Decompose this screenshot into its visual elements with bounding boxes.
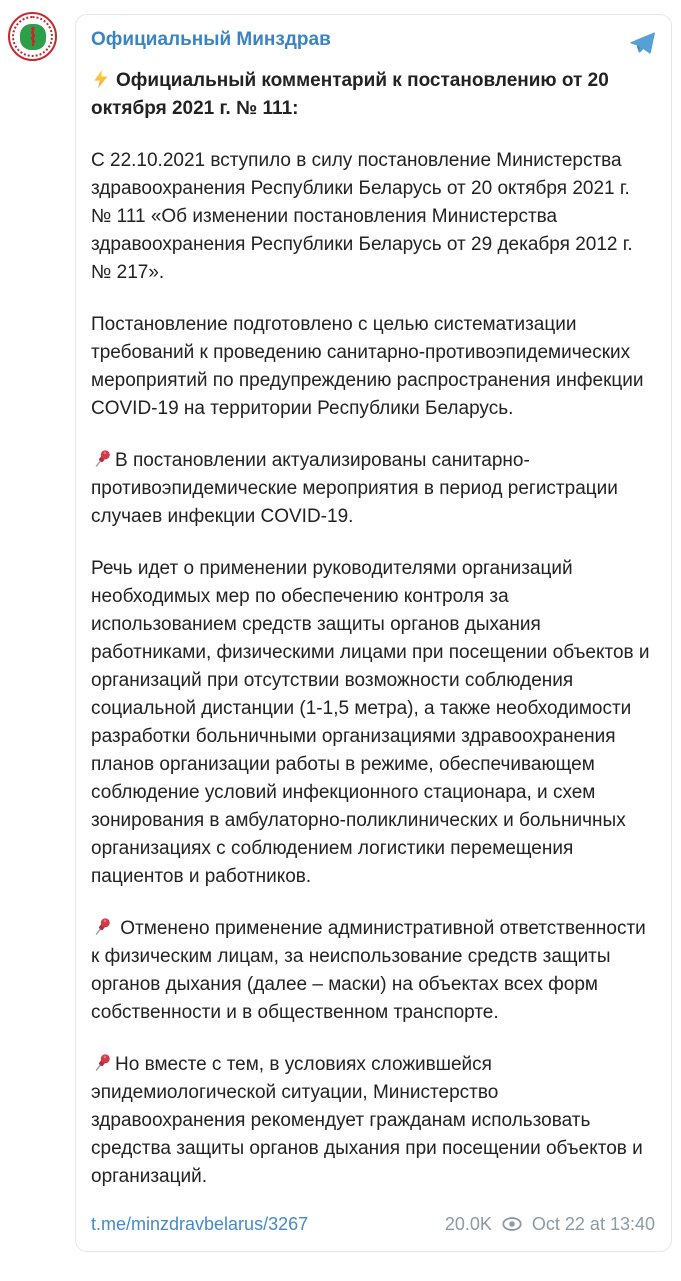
paragraph-text: Речь идет о применении руководителями организаций необходимых мер по обеспечению контроля за использованием средств защиты органов дыхания работниками, физическими лицами при посещении объектов и организаций при отсутствии возможности соблюдения социальной дистанции (1-1,5 метра), а также необходимости разработки больничными организациями здравоохранения планов организации работы в режиме, обеспечивающем соблюдение условий инфекционного стационара, и схем зонирования в амбулаторно-поликлинических и больничных организациях с соблюдением логистики перемещения пациентов и работников. [91, 558, 655, 887]
message-title-text: Официальный комментарий к постановлению от 20 октября 2021 г. № 111: [91, 70, 609, 119]
message-body [91, 147, 655, 1191]
pushpin-icon [91, 916, 113, 938]
paragraph-text: В постановлении актуализированы санитарно-противоэпидемические мероприятия в период регистрации случаев инфекции COVID-19. [91, 450, 624, 527]
paragraph [91, 147, 655, 287]
post-permalink[interactable]: t.me/minzdravbelarus/3267 [91, 1213, 309, 1234]
message-title [91, 67, 655, 123]
paragraph [91, 915, 655, 1027]
paragraph-text: С 22.10.2021 вступило в силу постановление Министерства здравоохранения Республики Беларусь от 20 октября 2021 г. № 111 «Об изменении постановления Министерства здравоохранения Республики Беларусь от 29 декабря 2012 г. № 217». [91, 150, 638, 283]
channel-name-link[interactable]: Официальный Минздрав [91, 29, 331, 50]
avatar-text-ring [12, 16, 53, 57]
paragraph-text: Но вместе с тем, в условиях сложившейся эпидемиологической ситуации, Министерство здравоохранения рекомендует гражданам использовать средства защиты органов дыхания при посещении объектов и организаций. [91, 1054, 649, 1187]
pushpin-icon [91, 448, 113, 470]
paragraph-text: Постановление подготовлено с целью систематизации требований к проведению санитарно-противоэпидемических мероприятий по предупреждению распространения инфекции COVID-19 на территории Республики Беларусь. [91, 314, 649, 419]
paragraph [91, 1051, 655, 1191]
lightning-bolt-icon [91, 69, 111, 89]
telegram-post-card [75, 14, 672, 1252]
pushpin-icon [91, 1052, 113, 1074]
paragraph [91, 447, 655, 531]
post-date: Oct 22 at 13:40 [531, 1213, 655, 1234]
views-count: 20.0K [444, 1213, 492, 1234]
telegram-plane-icon[interactable] [629, 30, 655, 56]
post-footer [76, 1207, 671, 1251]
paragraph [91, 311, 655, 423]
paragraph [91, 555, 655, 891]
post-header [91, 28, 655, 56]
eye-icon [501, 1216, 523, 1232]
paragraph-text: Отменено применение административной ответственности к физическим лицам, за неиспользование средств защиты органов дыхания (далее – маски) на объектах всех форм собственности и в общественном транспорте. [91, 918, 652, 1023]
channel-avatar[interactable] [8, 12, 57, 61]
post-meta [445, 1214, 655, 1235]
